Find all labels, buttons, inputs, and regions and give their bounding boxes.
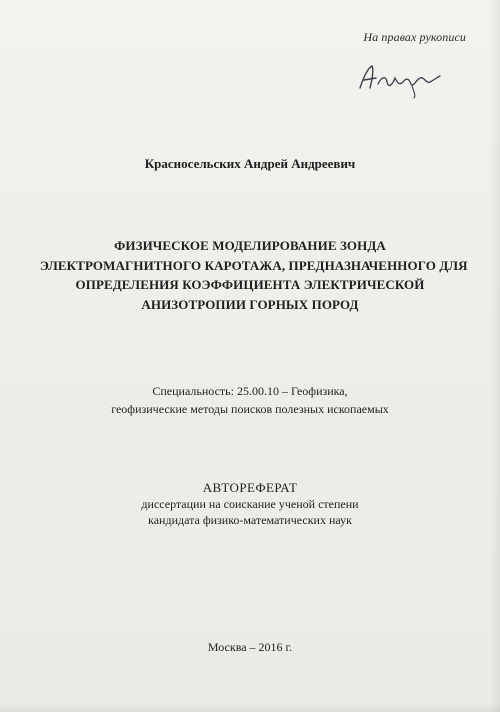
title-line: ФИЗИЧЕСКОЕ МОДЕЛИРОВАНИЕ ЗОНДА: [114, 238, 386, 253]
title-line: ОПРЕДЕЛЕНИЯ КОЭФФИЦИЕНТА ЭЛЕКТРИЧЕСКОЙ: [75, 277, 425, 292]
scan-shadow-right: [490, 0, 500, 712]
abstract-line: кандидата физико-математических наук: [148, 513, 352, 527]
city-year: Москва – 2016 г.: [207, 640, 293, 654]
title-line: АНИЗОТРОПИИ ГОРНЫХ ПОРОД: [141, 296, 359, 312]
author-name: Красносельских Андрей Андреевич: [144, 156, 356, 171]
abstract-heading: АВТОРЕФЕРАТ: [202, 480, 298, 495]
manuscript-rights-note: На правах рукописи: [363, 30, 466, 44]
scan-shadow-bottom: [0, 702, 500, 712]
dissertation-title: [40, 236, 468, 314]
specialty-block: [0, 382, 500, 418]
abstract-block: [0, 479, 500, 528]
title-line: ЭЛЕКТРОМАГНИТНОГО КАРОТАЖА, ПРЕДНАЗНАЧЕННОГО ДЛЯ: [40, 257, 468, 273]
specialty-line: Специальность: 25.00.10 – Геофизика,: [152, 384, 348, 398]
handwritten-signature-icon: [354, 58, 446, 100]
specialty-line: геофизические методы поисков полезных ископаемых: [111, 402, 389, 416]
abstract-line: диссертации на соискание ученой степени: [141, 497, 359, 511]
